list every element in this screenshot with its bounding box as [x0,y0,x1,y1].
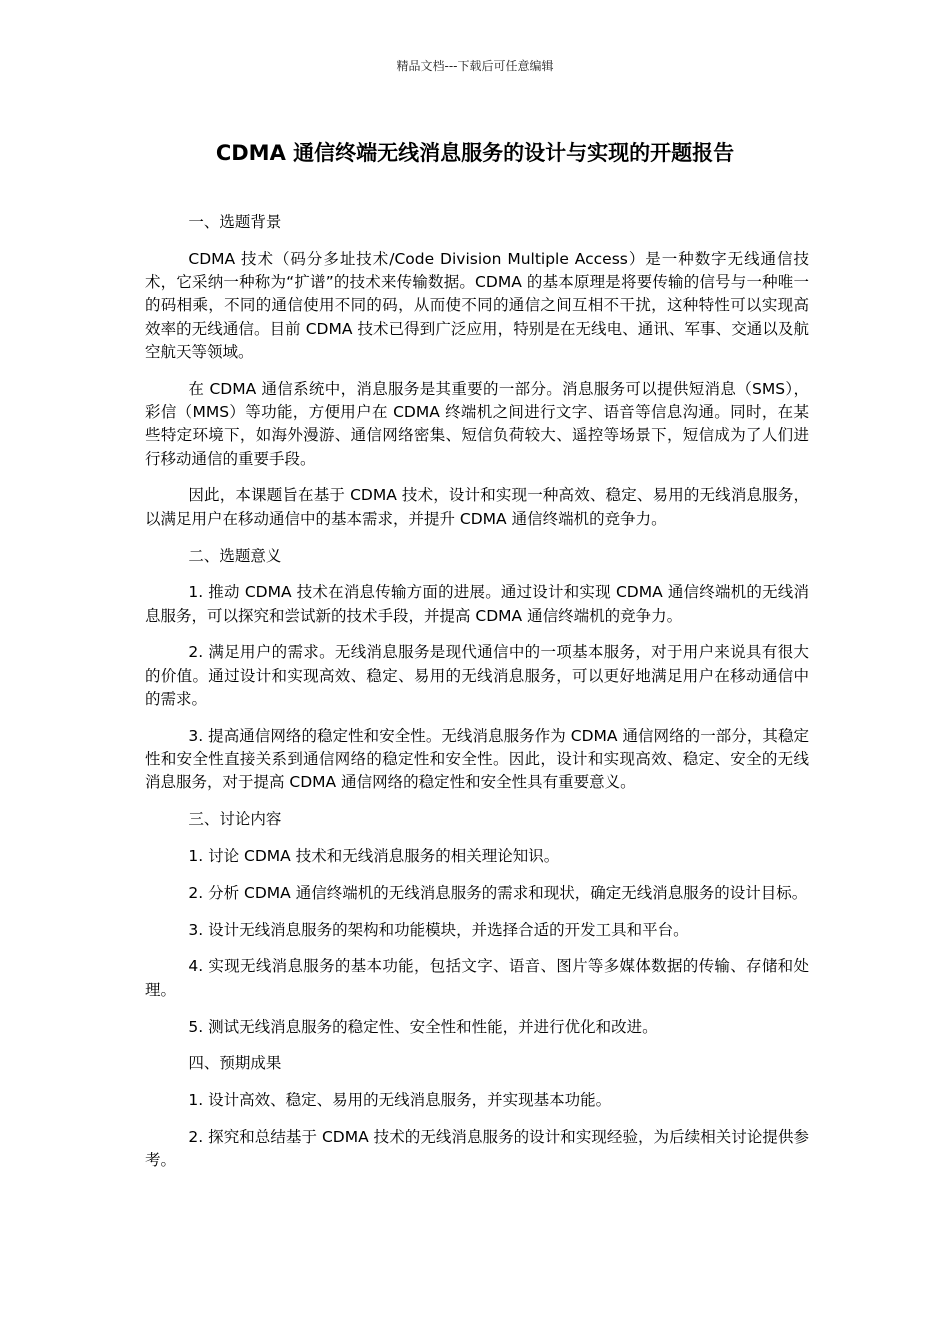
section-heading: 四、预期成果 [188,1054,282,1073]
paragraph: 2. 分析 CDMA 通信终端机的无线消息服务的需求和现状，确定无线消息服务的设计目标。 [188,883,808,902]
paragraph: 1. 设计高效、稳定、易用的无线消息服务，并实现基本功能。 [188,1091,612,1110]
header-note: 精品文档---下载后可任意编辑 [396,59,554,73]
paragraph: 2. 探究和总结基于 CDMA 技术的无线消息服务的设计和实现经验，为后续相关讨论提供参考。 [145,1127,809,1170]
paragraph: CDMA 技术（码分多址技术/Code Division Multiple Access）是一种数字无线通信技术，它采纳一种称为“扩谱”的技术来传输数据。CDMA 的基本原理是将要传输的信号与一种唯一的码相乘，不同的通信使用不同的码，从而使不同的通信之间互相不干扰，这种特性可以实现高效率的无线通信。目前 CDMA 技术已得到广泛应用，特别是在无线电、通讯、军事、交通以及航空航天等领域。 [145,249,809,361]
paragraph: 3. 提高通信网络的稳定性和安全性。无线消息服务作为 CDMA 通信网络的一部分，其稳定性和安全性直接关系到通信网络的稳定性和安全性。因此，设计和实现高效、稳定、安全的无线消息服务，对于提高 CDMA 通信网络的稳定性和安全性具有重要意义。 [145,726,809,792]
document-body [145,211,809,1186]
paragraph: 5. 测试无线消息服务的稳定性、安全性和性能，并进行优化和改进。 [188,1017,658,1036]
paragraph: 2. 满足用户的需求。无线消息服务是现代通信中的一项基本服务，对于用户来说具有很大的价值。通过设计和实现高效、稳定、易用的无线消息服务，可以更好地满足用户在移动通信中的需求。 [145,643,809,709]
paragraph: 1. 推动 CDMA 技术在消息传输方面的进展。通过设计和实现 CDMA 通信终端机的无线消息服务，可以探究和尝试新的技术手段，并提高 CDMA 通信终端机的竞争力。 [145,583,809,625]
paragraph: 4. 实现无线消息服务的基本功能，包括文字、语音、图片等多媒体数据的传输、存储和处理。 [145,957,809,999]
section-significance [145,545,809,795]
paragraph: 因此，本课题旨在基于 CDMA 技术，设计和实现一种高效、稳定、易用的无线消息服务，以满足用户在移动通信中的基本需求，并提升 CDMA 通信终端机的竞争力。 [145,486,809,528]
section-heading: 一、选题背景 [188,213,282,231]
paragraph: 1. 讨论 CDMA 技术和无线消息服务的相关理论知识。 [188,847,560,866]
paragraph: 在 CDMA 通信系统中，消息服务是其重要的一部分。消息服务可以提供短消息（SMS），彩信（MMS）等功能，方便用户在 CDMA 终端机之间进行文字、语音等信息沟通。同时，在某些特定环境下，如海外漫游、通信网络密集、短信负荷较大、遥控等场景下，短信成为了人们进行移动通信的重要手段。 [145,379,809,468]
document-title: CDMA 通信终端无线消息服务的设计与实现的开题报告 [215,141,735,165]
section-background [145,211,809,531]
section-research-content [145,808,809,1039]
paragraph: 3. 设计无线消息服务的架构和功能模块，并选择合适的开发工具和平台。 [188,920,689,939]
section-expected-results [145,1052,809,1172]
section-heading: 三、讨论内容 [188,810,282,829]
section-heading: 二、选题意义 [188,546,282,565]
